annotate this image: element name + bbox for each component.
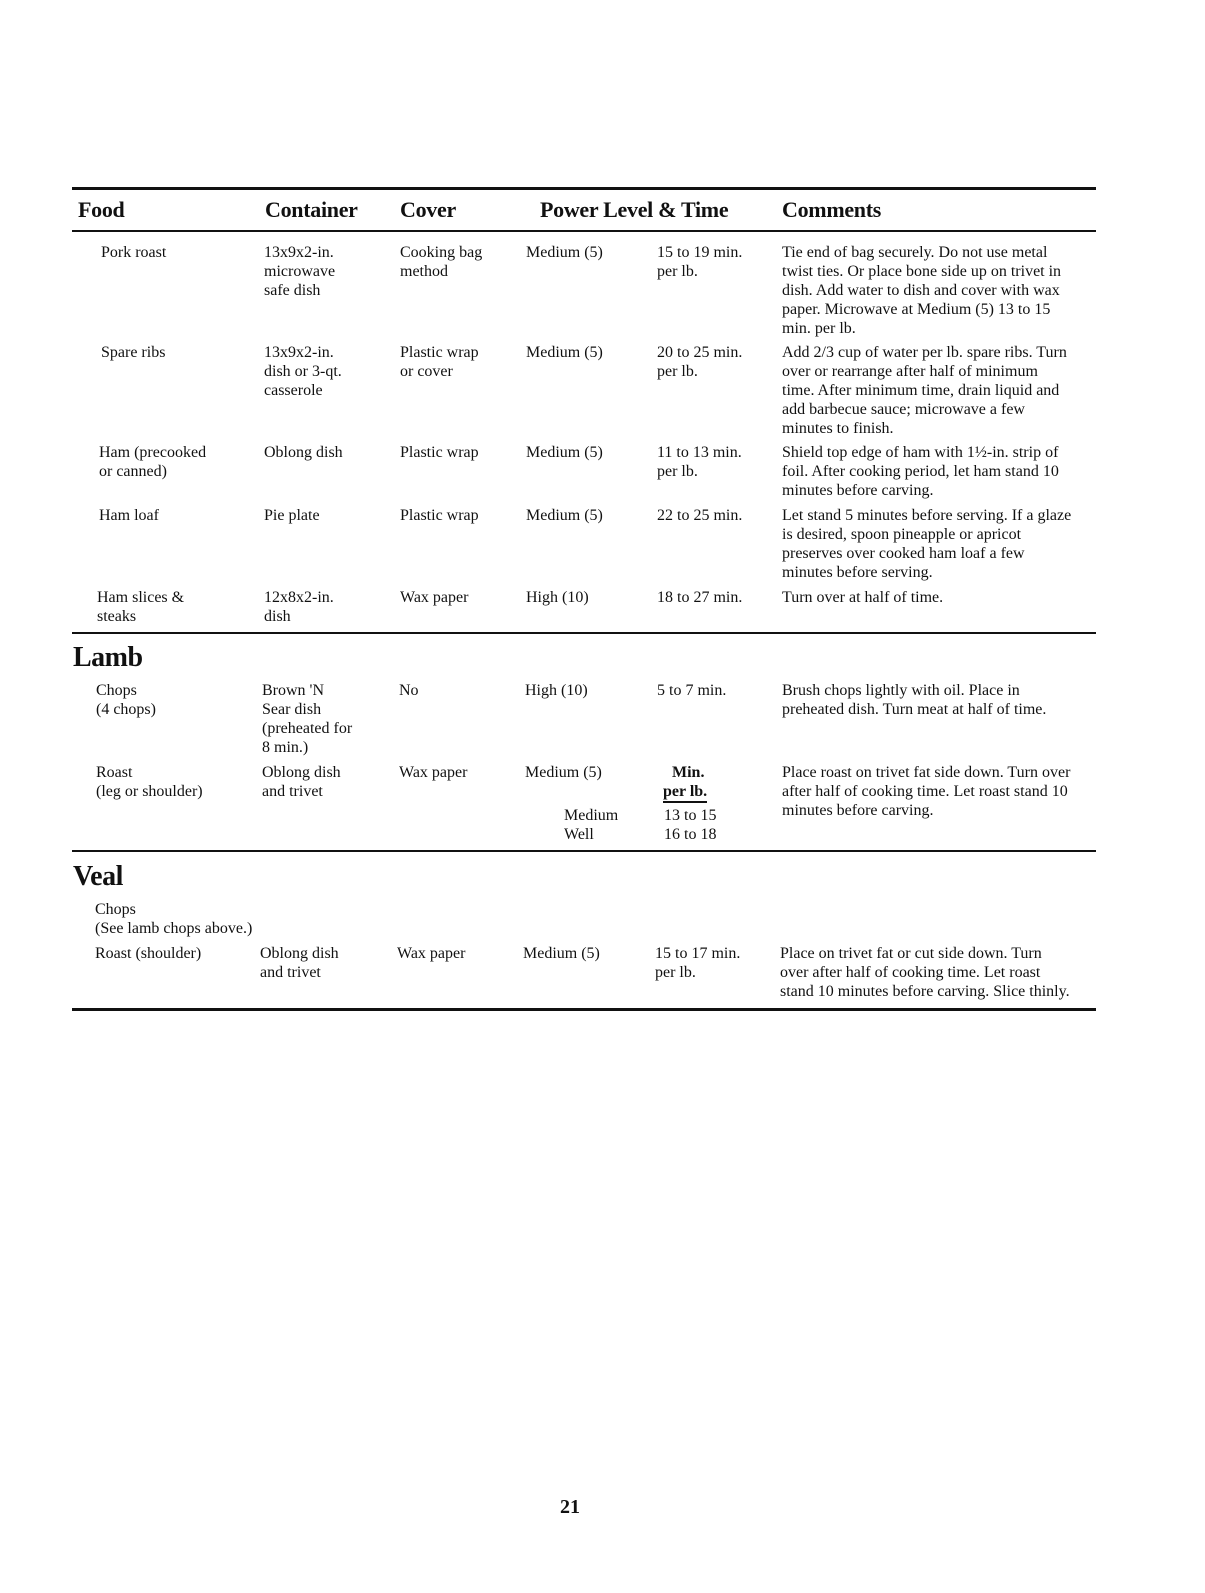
time-subtable-header: Min. (672, 764, 705, 781)
power-cell: Medium (5) (526, 444, 603, 461)
food-cell: Ham (precooked or canned) (99, 444, 207, 480)
food-cell: Ham loaf (99, 507, 159, 524)
section-rule (72, 632, 1096, 634)
time-cell: 11 to 13 min. per lb. (657, 444, 742, 480)
cover-cell: Wax paper (399, 764, 468, 781)
header-bottom-rule (72, 230, 1096, 232)
container-cell: 12x8x2-in. dish (264, 589, 334, 625)
doneness-label: Well (564, 826, 594, 843)
power-cell: Medium (5) (526, 344, 603, 361)
food-cell: Pork roast (101, 244, 167, 261)
container-cell: 13x9x2-in. dish or 3-qt. casserole (264, 344, 342, 399)
power-cell: High (10) (526, 589, 589, 606)
food-cell: Ham slices & steaks (97, 589, 185, 625)
container-cell: 13x9x2-in. microwave safe dish (264, 244, 336, 299)
time-cell: 20 to 25 min. per lb. (657, 344, 743, 380)
comments-cell: Add 2/3 cup of water per lb. spare ribs. Turn over or rearrange after half of minimum time. After minimum time, drain liquid and add barbecue sauce; microwave a few minutes to finish. (782, 344, 1067, 437)
time-cell: 18 to 27 min. (657, 589, 743, 606)
cover-cell: Wax paper (400, 589, 469, 606)
food-cell: Spare ribs (101, 344, 166, 361)
time-cell: 5 to 7 min. (657, 682, 727, 699)
food-cell: Roast (shoulder) (95, 945, 202, 962)
food-cell: Chops (See lamb chops above.) (95, 901, 253, 937)
food-cell: Chops (4 chops) (96, 682, 156, 718)
time-cell: 15 to 19 min. per lb. (657, 244, 743, 280)
header-comments: Comments (782, 197, 882, 222)
header-cover: Cover (400, 197, 456, 222)
power-cell: Medium (5) (526, 507, 603, 524)
cover-cell: Plastic wrap (400, 444, 479, 461)
table-top-rule (72, 187, 1096, 190)
section-rule (72, 850, 1096, 852)
comments-cell: Let stand 5 minutes before serving. If a glaze is desired, spoon pineapple or apricot preserves over cooked ham loaf a few minutes before serving. (782, 507, 1072, 581)
doneness-label: Medium (564, 807, 619, 824)
page-number: 21 (560, 1496, 580, 1518)
cover-cell: Plastic wrap or cover (400, 344, 479, 380)
table-bottom-rule (72, 1008, 1096, 1011)
header-container: Container (265, 197, 358, 222)
header-power-level-time: Power Level & Time (540, 197, 729, 222)
header-food: Food (78, 197, 125, 222)
food-cell: Roast (leg or shoulder) (96, 764, 203, 800)
time-subtable-subheader: per lb. (663, 782, 707, 803)
comments-cell: Turn over at half of time. (782, 589, 944, 606)
container-cell: Oblong dish (264, 444, 343, 461)
power-cell: Medium (5) (523, 945, 600, 962)
section-title-lamb: Lamb (73, 642, 143, 673)
container-cell: Pie plate (264, 507, 320, 524)
doneness-time: 13 to 15 (664, 807, 717, 824)
container-cell: Oblong dish and trivet (262, 764, 341, 800)
comments-cell: Shield top edge of ham with 1½-in. strip of foil. After cooking period, let ham stand 10 minutes before carving. (782, 444, 1059, 499)
comments-cell: Place on trivet fat or cut side down. Turn over after half of cooking time. Let roast stand 10 minutes before carving. Slice thinly. (780, 945, 1070, 1000)
container-cell: Oblong dish and trivet (260, 945, 339, 981)
cover-cell: Wax paper (397, 945, 466, 962)
cover-cell: Cooking bag method (400, 244, 483, 280)
time-cell: 22 to 25 min. (657, 507, 743, 524)
power-cell: Medium (5) (526, 244, 603, 261)
comments-cell: Brush chops lightly with oil. Place in preheated dish. Turn meat at half of time. (782, 682, 1047, 718)
cover-cell: Plastic wrap (400, 507, 479, 524)
power-cell: Medium (5) (525, 764, 602, 781)
container-cell: Brown 'N Sear dish (preheated for 8 min.) (262, 682, 353, 756)
comments-cell: Place roast on trivet fat side down. Turn over after half of cooking time. Let roast stand 10 minutes before carving. (782, 764, 1071, 819)
cover-cell: No (399, 682, 419, 699)
time-cell: 15 to 17 min. per lb. (655, 945, 741, 981)
section-title-veal: Veal (73, 861, 123, 892)
power-cell: High (10) (525, 682, 588, 699)
comments-cell: Tie end of bag securely. Do not use metal twist ties. Or place bone side up on trivet in dish. Add water to dish and cover with wax paper. Microwave at Medium (5) 13 to 15 min. per lb. (782, 244, 1062, 337)
doneness-time: 16 to 18 (664, 826, 717, 843)
